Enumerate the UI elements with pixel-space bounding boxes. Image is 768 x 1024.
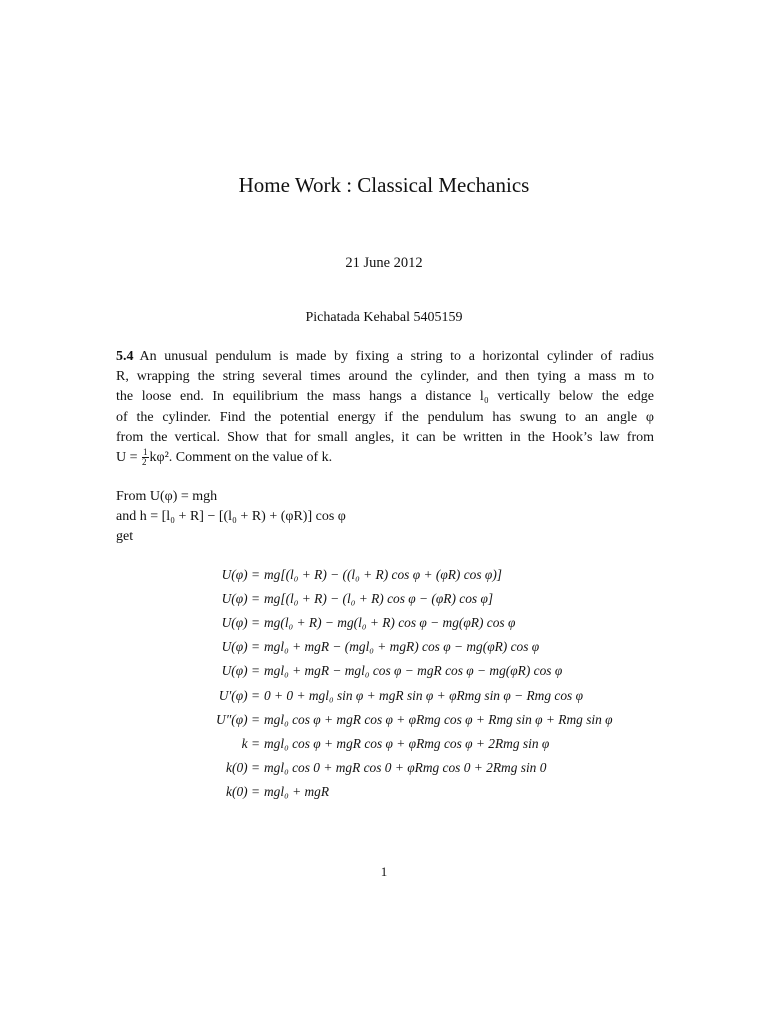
problem-line-formula [116, 448, 654, 468]
fraction-numerator: 1 [143, 447, 148, 458]
problem-line: from the vertical. Show that for small angles, it can be written in the Hook’s law from [116, 429, 654, 445]
equation-lhs: U(φ) = [221, 615, 260, 631]
problem-line [116, 347, 654, 367]
equation-rhs: mgl₀ cos φ + mgR cos φ + φRmg cos φ + 2Rmg sin φ [264, 735, 550, 751]
intro-line: and h = [l₀ + R] − [(l₀ + R) + (φR)] cos φ [116, 509, 346, 524]
document-date: 21 June 2012 [345, 255, 423, 271]
equation-lhs: U(φ) = [221, 663, 260, 679]
equation-row [130, 563, 613, 587]
equation-row [130, 732, 613, 756]
equation-lhs: U(φ) = [221, 591, 260, 607]
equation-lhs: U(φ) = [221, 639, 260, 655]
document-author: Pichatada Kehabal 5405159 [305, 310, 463, 325]
equation-rhs: mg(l₀ + R) − mg(l₀ + R) cos φ − mg(φR) cos φ [264, 615, 516, 631]
problem-line: R, wrapping the string several times around the cylinder, and then tying a mass m to [116, 369, 654, 385]
equation-rhs: mgl₀ cos φ + mgR cos φ + φRmg cos φ + Rmg sin φ + Rmg sin φ [264, 711, 613, 727]
intro-line: From U(φ) = mgh [116, 489, 218, 504]
problem-line: of the cylinder. Find the potential energy if the pendulum has swung to an angle φ [116, 409, 654, 425]
page-number: 1 [380, 864, 388, 879]
equation-lhs: U′(φ) = [218, 687, 260, 703]
equation-rhs: mg[(l₀ + R) − (l₀ + R) cos φ − (φR) cos φ] [264, 591, 494, 607]
equation-rhs: mg[(l₀ + R) − ((l₀ + R) cos φ + (φR) cos φ)] [264, 567, 502, 583]
problem-number: 5.4 [116, 349, 134, 364]
equation-lhs: U(φ) = [221, 567, 260, 583]
equation-lhs: U″(φ) = [216, 711, 260, 727]
problem-statement [116, 347, 654, 468]
equation-row [130, 635, 613, 659]
formula-prefix: U = [116, 450, 142, 466]
equation-rhs: mgl₀ + mgR − (mgl₀ + mgR) cos φ − mg(φR) cos φ [264, 639, 540, 655]
equation-row [130, 587, 613, 611]
equation-rhs: mgl₀ + mgR [264, 783, 330, 799]
equation-row [130, 683, 613, 707]
fraction [142, 448, 149, 467]
formula-expression: kφ². [149, 450, 173, 466]
document-title: Home Work : Classical Mechanics [238, 173, 530, 197]
equation-lhs: k(0) = [226, 783, 260, 799]
equation-row [130, 659, 613, 683]
solution-intro [116, 487, 656, 547]
intro-line: get [116, 529, 134, 544]
equation-row [130, 756, 613, 780]
problem-line: the loose end. In equilibrium the mass hangs a distance l₀ vertically below the edge [116, 389, 654, 405]
equation-row [130, 780, 613, 804]
problem-line-text: An unusual pendulum is made by fixing a string to a horizontal cylinder of radius [139, 349, 654, 364]
formula-suffix: Comment on the value of k. [175, 450, 333, 466]
equation-row [130, 611, 613, 635]
equation-rhs: mgl₀ + mgR − mgl₀ cos φ − mgR cos φ − mg(φR) cos φ [264, 663, 563, 679]
equation-lhs: k(0) = [226, 759, 260, 775]
fraction-denominator: 2 [142, 457, 147, 468]
equation-rhs: mgl₀ cos 0 + mgR cos 0 + φRmg cos 0 + 2Rmg sin 0 [264, 759, 547, 775]
equation-array [130, 563, 613, 804]
equation-rhs: 0 + 0 + mgl₀ sin φ + mgR sin φ + φRmg sin φ − Rmg cos φ [264, 687, 583, 703]
equation-row [130, 708, 613, 732]
equation-lhs: k = [241, 735, 260, 751]
